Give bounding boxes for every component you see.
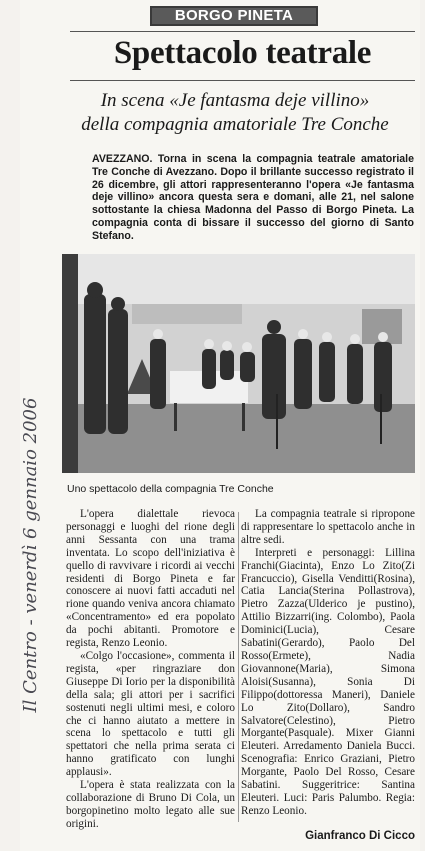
photo-caption: Uno spettacolo della compagnia Tre Conche bbox=[67, 483, 274, 495]
section-label: BORGO PINETA bbox=[150, 6, 318, 26]
stage-photo-illustration bbox=[62, 254, 415, 473]
article-column-2 bbox=[241, 508, 415, 818]
headline: Spettacolo teatrale bbox=[113, 35, 372, 71]
article-column-1 bbox=[66, 508, 235, 831]
lead-text: Torna in scena la compagnia teatrale amatoriale Tre Conche di Avezzano. Dopo il brillante successo registrato il 26 dicembre, gli attori rappresenteranno l'opera «Je fantasma deje villino» ancora questa sera e domani, alle 21, nel salone sottostante la chiesa Madonna del Passo di Borgo Pineta. La compagnia conta di bissare il successo del giorno di Santo Stefano. bbox=[92, 153, 414, 242]
subheadline-line-2: della compagnia amatoriale Tre Conche bbox=[81, 114, 389, 135]
author-signature: Gianfranco Di Cicco bbox=[305, 830, 415, 842]
dateline: AVEZZANO. bbox=[92, 153, 153, 165]
article-paragraph: Interpreti e personaggi: Lillina Franchi(Giacinta), Enzo Lo Zito(Zi Francuccio), Gisella Venditti(Rosina), Catia Lancia(Sterina Pollastrova), Pietro Zazza(Ulderico je pustino), Attilio Bizzarri(ing. Colombo), Paola Dominici(Lucia), Cesare Sabatini(Gerardo), Paolo Del Rosso(Ermete), Nadia Giovannone(Maria), Simona Aloisi(Susanna), Sonia Di Filippo(dottoressa Maneri), Daniele Lo Zito(Dollaro), Sandro Salvatore(Celestino), Pietro Morgante(Pasquale). Mixer Gianni Eleuteri. Arredamento Daniela Bucci. Scenografia: Enrico Graziani, Pietro Morgante, Paolo Del Rosso, Cesare Sabatini. Suggeritrice: Santina Eleuteri. Luci: Paris Palumbo. Regia: Renzo Leonio. bbox=[241, 546, 415, 817]
handwritten-date-note: Il Centro - venerdì 6 gennaio 2006 bbox=[20, 397, 41, 713]
title-rule-bottom bbox=[70, 80, 415, 81]
subheadline-line-1: In scena «Je fantasma deje villino» bbox=[100, 90, 370, 111]
column-divider bbox=[238, 512, 239, 822]
article-paragraph: L'opera è stata realizzata con la collaborazione di Bruno Di Cola, un borgopinetino molto legato alle sue origini. bbox=[66, 779, 235, 830]
lead-paragraph bbox=[92, 153, 414, 243]
article-paragraph: L'opera dialettale rievoca personaggi e luoghi del rione degli anni Sessanta con una trama inventata. Lo scopo dell'iniziativa è quello di ravvivare i ricordi ai vecchi residenti di Borgo Pineta e far conoscere ai nuovi fatti accaduti nel rione quando veniva ancora chiamato «Concentramento» ed era popolato da pochi abitanti. Promotore e regista, Renzo Leonio. bbox=[66, 508, 235, 650]
subheadline bbox=[50, 89, 420, 137]
stage-photo bbox=[62, 254, 415, 473]
article-paragraph: La compagnia teatrale si ripropone di rappresentare lo spettacolo anche in altre sedi. bbox=[241, 508, 415, 546]
article-paragraph: «Colgo l'occasione», commenta il regista, «per ringraziare don Giuseppe Di Iorio per la disponibilità della sala; gli attori per i sacrifici sostenuti negli ultimi mesi, e coloro che ci hanno aiutato a mettere in scena lo spettacolo e tutti gli spettatori che nella prima serata ci hanno gratificato con lunghi applausi». bbox=[66, 649, 235, 779]
